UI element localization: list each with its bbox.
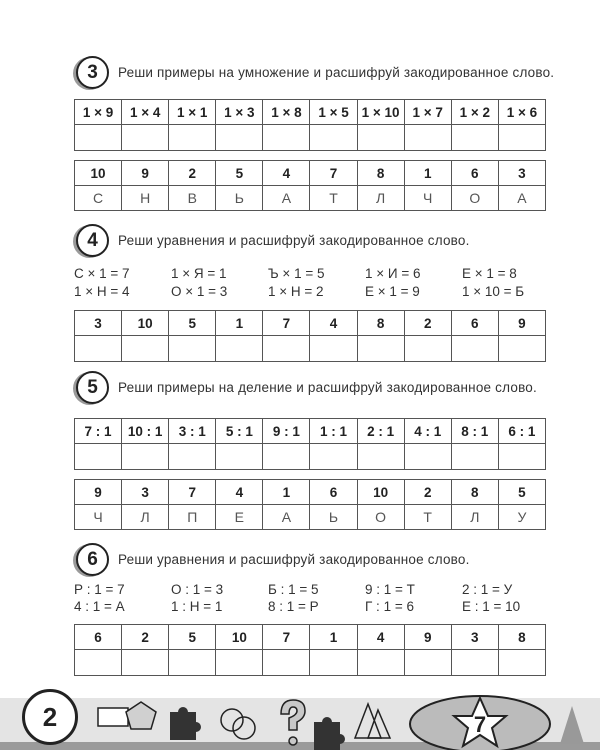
equation: С × 1 = 7 bbox=[74, 266, 130, 281]
answer-cell[interactable] bbox=[498, 125, 545, 151]
answer-cell[interactable] bbox=[451, 444, 498, 470]
answer-cell[interactable] bbox=[310, 336, 357, 362]
pentagon-icon bbox=[126, 702, 156, 729]
answer-cell[interactable] bbox=[263, 650, 310, 676]
key-number-cell: 2 bbox=[169, 161, 216, 186]
exercise-3-header bbox=[76, 56, 554, 89]
equations-row bbox=[74, 266, 559, 281]
answer-cell[interactable] bbox=[216, 125, 263, 151]
key-number-cell: 4 bbox=[263, 161, 310, 186]
key-number-cell: 6 bbox=[75, 625, 122, 650]
problem-cell: 1 × 10 bbox=[357, 100, 404, 125]
key-number-cell: 9 bbox=[498, 311, 545, 336]
problem-cell: 10 : 1 bbox=[122, 419, 169, 444]
equation: 1 × Н = 4 bbox=[74, 284, 130, 299]
equation: Е × 1 = 9 bbox=[365, 284, 420, 299]
answer-cell[interactable] bbox=[451, 650, 498, 676]
exercise-instruction: Реши примеры на умножение и расшифруй закодированное слово. bbox=[118, 65, 555, 80]
key-number-cell: 3 bbox=[122, 480, 169, 505]
key-number-cell: 2 bbox=[404, 311, 451, 336]
answer-cell[interactable] bbox=[451, 125, 498, 151]
problem-cell: 8 : 1 bbox=[451, 419, 498, 444]
key-number-cell: 1 bbox=[404, 161, 451, 186]
key-letter-cell: Ь bbox=[216, 186, 263, 211]
key-letter-cell: Е bbox=[216, 505, 263, 530]
problem-cell: 1 : 1 bbox=[310, 419, 357, 444]
equation: 1 × И = 6 bbox=[365, 266, 421, 281]
equation: 2 : 1 = У bbox=[462, 582, 513, 597]
key-number-cell: 8 bbox=[451, 480, 498, 505]
problem-cell: 1 × 4 bbox=[122, 100, 169, 125]
exercise-number: 4 bbox=[76, 224, 109, 257]
equation: 1 : Н = 1 bbox=[171, 599, 223, 614]
key-letter-cell: Ь bbox=[310, 505, 357, 530]
answer-cell[interactable] bbox=[75, 125, 122, 151]
badge-number: 7 bbox=[473, 712, 487, 737]
equation: 1 × Я = 1 bbox=[171, 266, 227, 281]
equation: Б : 1 = 5 bbox=[268, 582, 319, 597]
answer-cell[interactable] bbox=[169, 650, 216, 676]
answer-cell[interactable] bbox=[216, 650, 263, 676]
key-number-cell: 9 bbox=[122, 161, 169, 186]
rectangle-icon bbox=[98, 708, 128, 726]
problem-cell: 7 : 1 bbox=[75, 419, 122, 444]
key-number-cell: 7 bbox=[169, 480, 216, 505]
answer-cell[interactable] bbox=[310, 125, 357, 151]
equation: 8 : 1 = Р bbox=[268, 599, 319, 614]
answer-cell[interactable] bbox=[451, 336, 498, 362]
triangle-icon bbox=[560, 706, 584, 744]
key-number-cell: 10 bbox=[122, 311, 169, 336]
answer-cell[interactable] bbox=[263, 336, 310, 362]
key-number-cell: 5 bbox=[216, 161, 263, 186]
answer-cell[interactable] bbox=[75, 444, 122, 470]
answer-cell[interactable] bbox=[310, 444, 357, 470]
equation: 4 : 1 = А bbox=[74, 599, 125, 614]
answer-cell[interactable] bbox=[75, 650, 122, 676]
equation: Е × 1 = 8 bbox=[462, 266, 517, 281]
page-number: 2 bbox=[22, 689, 78, 745]
key-letter-cell: П bbox=[169, 505, 216, 530]
equation: О × 1 = 3 bbox=[171, 284, 228, 299]
key-number-cell: 8 bbox=[357, 311, 404, 336]
equations-row bbox=[74, 582, 559, 597]
answer-cell[interactable] bbox=[169, 125, 216, 151]
answer-cell[interactable] bbox=[404, 125, 451, 151]
answer-cell[interactable] bbox=[498, 444, 545, 470]
answer-cell[interactable] bbox=[169, 444, 216, 470]
answer-cell[interactable] bbox=[357, 125, 404, 151]
problem-cell: 9 : 1 bbox=[263, 419, 310, 444]
key-number-cell: 6 bbox=[310, 480, 357, 505]
key-number-cell: 6 bbox=[451, 161, 498, 186]
key-letter-cell: Л bbox=[451, 505, 498, 530]
answer-cell[interactable] bbox=[122, 336, 169, 362]
answer-cell[interactable] bbox=[357, 444, 404, 470]
equation: Ъ × 1 = 5 bbox=[268, 266, 325, 281]
key-number-cell: 6 bbox=[451, 311, 498, 336]
key-number-cell: 7 bbox=[310, 161, 357, 186]
answer-cell[interactable] bbox=[404, 336, 451, 362]
triangles-icon bbox=[355, 704, 390, 738]
key-number-cell: 9 bbox=[404, 625, 451, 650]
exercise-instruction: Реши примеры на деление и расшифруй закодированное слово. bbox=[118, 380, 537, 395]
puzzle-piece-icon bbox=[314, 717, 345, 750]
exercise-5-key-table bbox=[74, 479, 546, 530]
problem-cell: 2 : 1 bbox=[357, 419, 404, 444]
problem-cell: 1 × 2 bbox=[451, 100, 498, 125]
equations-row bbox=[74, 599, 559, 614]
exercise-5-problems-table bbox=[74, 418, 546, 470]
problem-cell: 3 : 1 bbox=[169, 419, 216, 444]
key-number-cell: 5 bbox=[169, 311, 216, 336]
problem-cell: 1 × 3 bbox=[216, 100, 263, 125]
key-number-cell: 2 bbox=[404, 480, 451, 505]
answer-cell[interactable] bbox=[122, 125, 169, 151]
key-number-cell: 10 bbox=[75, 161, 122, 186]
problem-cell: 1 × 5 bbox=[310, 100, 357, 125]
equations-row bbox=[74, 284, 559, 299]
key-letter-cell: Ч bbox=[75, 505, 122, 530]
key-letter-cell: А bbox=[263, 505, 310, 530]
answer-cell[interactable] bbox=[122, 444, 169, 470]
key-letter-cell: А bbox=[498, 186, 545, 211]
problem-cell: 4 : 1 bbox=[404, 419, 451, 444]
problem-cell: 6 : 1 bbox=[498, 419, 545, 444]
answer-cell[interactable] bbox=[263, 125, 310, 151]
problem-cell: 1 × 1 bbox=[169, 100, 216, 125]
footer-decoration bbox=[0, 686, 600, 750]
key-number-cell: 5 bbox=[169, 625, 216, 650]
key-letter-cell: В bbox=[169, 186, 216, 211]
key-number-cell: 10 bbox=[216, 625, 263, 650]
problem-cell: 1 × 9 bbox=[75, 100, 122, 125]
answer-cell[interactable] bbox=[216, 444, 263, 470]
key-number-cell: 4 bbox=[310, 311, 357, 336]
key-letter-cell: С bbox=[75, 186, 122, 211]
key-number-cell: 1 bbox=[310, 625, 357, 650]
key-letter-cell: Т bbox=[404, 505, 451, 530]
exercise-instruction: Реши уравнения и расшифруй закодированное слово. bbox=[118, 233, 470, 248]
exercise-5-header bbox=[76, 371, 537, 404]
exercise-number: 3 bbox=[76, 56, 109, 89]
equation: 1 × 10 = Б bbox=[462, 284, 525, 299]
exercise-number: 5 bbox=[76, 371, 109, 404]
key-letter-cell: У bbox=[498, 505, 545, 530]
exercise-3-key-table bbox=[74, 160, 546, 211]
key-letter-cell: Ч bbox=[404, 186, 451, 211]
key-number-cell: 10 bbox=[357, 480, 404, 505]
answer-cell[interactable] bbox=[498, 650, 545, 676]
exercise-4-header bbox=[76, 224, 470, 257]
key-number-cell: 7 bbox=[263, 625, 310, 650]
page-footer bbox=[0, 686, 600, 750]
answer-cell[interactable] bbox=[310, 650, 357, 676]
answer-cell[interactable] bbox=[498, 336, 545, 362]
key-number-cell: 3 bbox=[75, 311, 122, 336]
answer-cell[interactable] bbox=[404, 650, 451, 676]
problem-cell: 1 × 8 bbox=[263, 100, 310, 125]
answer-cell[interactable] bbox=[169, 336, 216, 362]
answer-cell[interactable] bbox=[75, 336, 122, 362]
key-letter-cell: Н bbox=[122, 186, 169, 211]
key-number-cell: 3 bbox=[451, 625, 498, 650]
overlapping-circles-icon bbox=[221, 709, 255, 739]
answer-cell[interactable] bbox=[263, 444, 310, 470]
key-number-cell: 5 bbox=[498, 480, 545, 505]
problem-cell: 5 : 1 bbox=[216, 419, 263, 444]
key-letter-cell: О bbox=[357, 505, 404, 530]
answer-cell[interactable] bbox=[122, 650, 169, 676]
question-mark-icon bbox=[281, 700, 305, 745]
exercise-6-header bbox=[76, 543, 470, 576]
key-letter-cell: О bbox=[451, 186, 498, 211]
equation: О : 1 = 3 bbox=[171, 582, 224, 597]
key-number-cell: 7 bbox=[263, 311, 310, 336]
equation: Е : 1 = 10 bbox=[462, 599, 521, 614]
answer-cell[interactable] bbox=[216, 336, 263, 362]
equation: 9 : 1 = Т bbox=[365, 582, 415, 597]
exercise-6-key-table bbox=[74, 624, 546, 676]
key-number-cell: 1 bbox=[263, 480, 310, 505]
exercise-number: 6 bbox=[76, 543, 109, 576]
key-number-cell: 8 bbox=[357, 161, 404, 186]
problem-cell: 1 × 7 bbox=[404, 100, 451, 125]
equation: 1 × Н = 2 bbox=[268, 284, 324, 299]
key-number-cell: 2 bbox=[122, 625, 169, 650]
equation: Р : 1 = 7 bbox=[74, 582, 125, 597]
equation: Г : 1 = 6 bbox=[365, 599, 414, 614]
key-letter-cell: Л bbox=[122, 505, 169, 530]
exercise-4-key-table bbox=[74, 310, 546, 362]
puzzle-piece-icon bbox=[170, 707, 201, 740]
exercise-3-problems-table bbox=[74, 99, 546, 151]
answer-cell[interactable] bbox=[357, 336, 404, 362]
key-number-cell: 4 bbox=[216, 480, 263, 505]
key-number-cell: 4 bbox=[357, 625, 404, 650]
key-number-cell: 3 bbox=[498, 161, 545, 186]
problem-cell: 1 × 6 bbox=[498, 100, 545, 125]
answer-cell[interactable] bbox=[357, 650, 404, 676]
exercise-instruction: Реши уравнения и расшифруй закодированное слово. bbox=[118, 552, 470, 567]
key-number-cell: 9 bbox=[75, 480, 122, 505]
key-letter-cell: Л bbox=[357, 186, 404, 211]
key-number-cell: 8 bbox=[498, 625, 545, 650]
key-letter-cell: Т bbox=[310, 186, 357, 211]
key-letter-cell: А bbox=[263, 186, 310, 211]
answer-cell[interactable] bbox=[404, 444, 451, 470]
key-number-cell: 1 bbox=[216, 311, 263, 336]
